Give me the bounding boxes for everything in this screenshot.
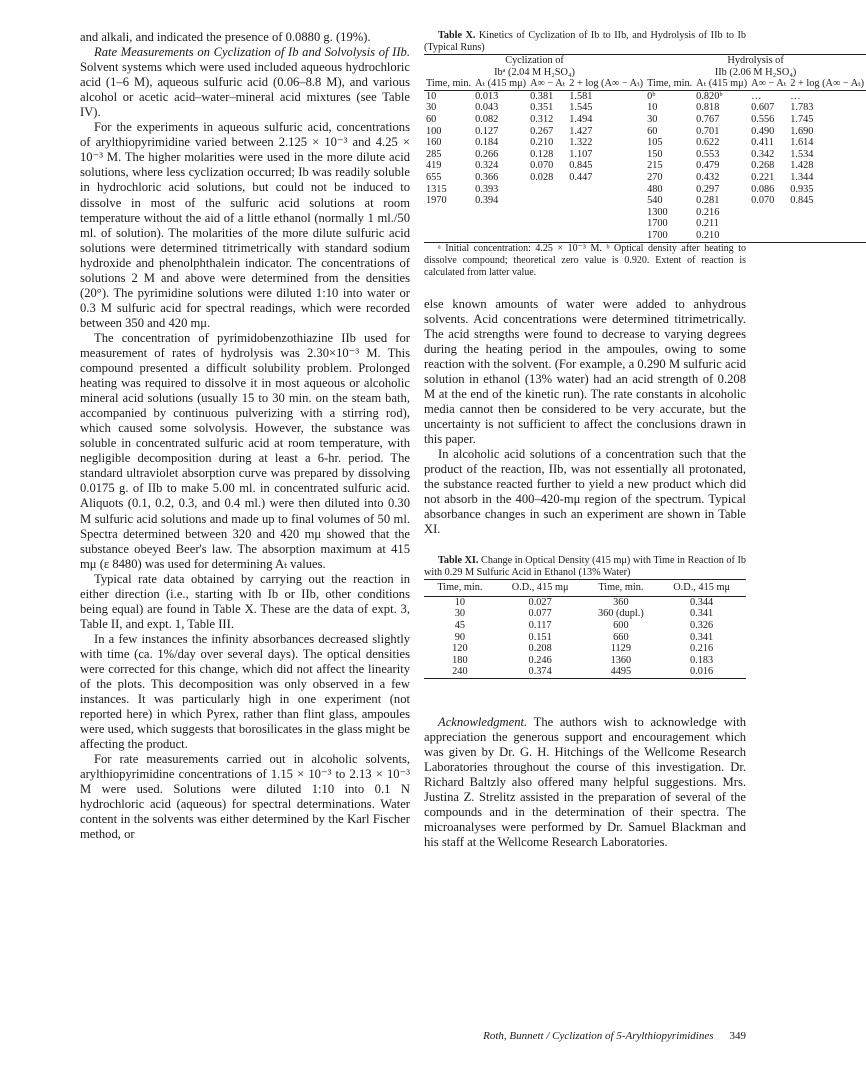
table-row bbox=[424, 230, 866, 242]
table-row bbox=[424, 195, 866, 207]
table11-cell: 1360 bbox=[610, 654, 632, 666]
table11-cell: 0.341 bbox=[690, 631, 714, 643]
table11-caption bbox=[424, 555, 746, 579]
table11-cell: 0.208 bbox=[528, 643, 552, 655]
table10-cell: 270 bbox=[647, 171, 663, 183]
table10-cell: 1315 bbox=[426, 183, 447, 195]
table-row bbox=[424, 172, 866, 184]
left-paragraph-6: In a few instances the infinity absorbances decreased slightly with time (ca. 1%/day over several days). The optical densities were corrected for this change, which did not affect the linearity of the plots. This decomposition was only observed in a few instances. It was particularly high in one experiment (not reported here) in which Pyrex, rather than flint glass, ampoules were used, which suggests that borosilicates in the glass might be affecting the product. bbox=[80, 631, 410, 752]
table10-cell: 0.818 bbox=[696, 102, 720, 114]
table10-cell: 540 bbox=[647, 195, 663, 207]
table10-footnote: ᵃ Initial concentration: 4.25 × 10⁻³ M. ᵇ Optical density after heating to dissolve compound; theoretical zero value is 0.920. Extent of reaction is calculated from latter value. bbox=[424, 242, 746, 278]
table-row bbox=[424, 137, 866, 149]
table10-cell bbox=[424, 207, 473, 219]
table10-cell: 1.428 bbox=[790, 160, 814, 172]
table11-cell: 0.016 bbox=[690, 666, 714, 678]
table10-header-log-right: 2 + log (A∞ − Aₜ) bbox=[790, 78, 865, 90]
table10-cell: 1300 bbox=[647, 206, 668, 218]
table11-cell: 0.151 bbox=[528, 631, 552, 643]
table10-cell bbox=[424, 230, 473, 242]
table11-cell: 0.216 bbox=[690, 643, 714, 655]
table10-cell bbox=[528, 218, 567, 230]
table10-cell: 0.820ᵇ bbox=[696, 90, 723, 102]
table10-cell: 0.845 bbox=[569, 160, 593, 172]
page-number: 349 bbox=[729, 1030, 746, 1042]
table10-cell: 0.556 bbox=[751, 113, 775, 125]
table10-cell: 0.043 bbox=[475, 102, 499, 114]
table10-caption bbox=[424, 30, 746, 54]
table11-label: Table XI. bbox=[438, 555, 479, 567]
table10-cell: 0.701 bbox=[696, 125, 720, 137]
table10-header-log-left: 2 + log (A∞ − Aₜ) bbox=[569, 78, 644, 90]
table10-cell: 160 bbox=[426, 137, 442, 149]
table-row bbox=[424, 114, 866, 126]
table10-cell: 60 bbox=[647, 125, 658, 137]
table10-cell: 0.070 bbox=[751, 195, 775, 207]
table10-cell: 0.553 bbox=[696, 148, 720, 160]
table11-header-time-left: Time, min. bbox=[437, 582, 483, 594]
table10-cell: 1.534 bbox=[790, 148, 814, 160]
table10-cell: 1.107 bbox=[569, 148, 593, 160]
table11-cell: 90 bbox=[454, 631, 466, 643]
table11-cell: 0.183 bbox=[690, 654, 714, 666]
table10-cell: 0.281 bbox=[696, 195, 720, 207]
table-row bbox=[424, 149, 866, 161]
table10-cell: 0.127 bbox=[475, 125, 499, 137]
table-row bbox=[424, 218, 866, 230]
table-row bbox=[424, 207, 866, 219]
table11-cell: 180 bbox=[452, 654, 468, 666]
table10-cell bbox=[567, 195, 645, 207]
table10-cell: 1.783 bbox=[790, 102, 814, 114]
acknowledgment-paragraph bbox=[424, 715, 746, 850]
table11-cell: 0.117 bbox=[528, 620, 552, 632]
table10-cell: 285 bbox=[426, 148, 442, 160]
table10-caption-text: Kinetics of Cyclization of Ib to IIb, and Hydrolysis of IIb to Ib (Typical Runs) bbox=[424, 30, 747, 53]
table10-cell: 0.394 bbox=[475, 195, 499, 207]
table10-cell: 105 bbox=[647, 137, 663, 149]
left-column bbox=[80, 30, 410, 843]
table-row bbox=[424, 184, 866, 196]
table10-cell: 0.351 bbox=[530, 102, 554, 114]
table10-cell: 0.221 bbox=[751, 171, 775, 183]
table10-cell: 419 bbox=[426, 160, 442, 172]
table10-cell: 0.128 bbox=[530, 148, 554, 160]
left-paragraph-2 bbox=[80, 45, 410, 120]
table10-cell: 1.545 bbox=[569, 102, 593, 114]
table10-cell: 0.216 bbox=[696, 206, 720, 218]
table-row bbox=[424, 620, 746, 632]
table11-cell: 1129 bbox=[610, 643, 631, 655]
table10-cell: 0.411 bbox=[751, 137, 774, 149]
table11-header-time-right: Time, min. bbox=[598, 582, 644, 594]
table11 bbox=[424, 579, 746, 679]
table10-cell: 0.210 bbox=[696, 229, 720, 241]
table10-cell: 215 bbox=[647, 160, 663, 172]
table11-body bbox=[424, 596, 746, 678]
table10-cell: 0.366 bbox=[475, 171, 499, 183]
table10-header-time-left: Time, min. bbox=[426, 78, 472, 90]
table11-cell: 30 bbox=[454, 608, 466, 620]
table-row bbox=[424, 160, 866, 172]
table10-cell bbox=[788, 207, 866, 219]
table11-cell: 0.326 bbox=[690, 620, 714, 632]
table11-cell: 360 bbox=[613, 596, 629, 608]
table10-cell bbox=[749, 207, 788, 219]
table10-cell: 100 bbox=[426, 125, 442, 137]
table10-cell: 0.479 bbox=[696, 160, 720, 172]
table11-cell: 600 bbox=[613, 620, 629, 632]
table11-cell: 45 bbox=[454, 620, 466, 632]
table10-cell bbox=[424, 218, 473, 230]
table10-cell: 0.267 bbox=[530, 125, 554, 137]
left-paragraph-1: and alkali, and indicated the presence of 0.0880 g. (19%). bbox=[80, 30, 371, 44]
table10-cell: 0.184 bbox=[475, 137, 499, 149]
table10-cell bbox=[567, 218, 645, 230]
table10-cell: 0.211 bbox=[696, 218, 719, 230]
table10-cell: 0.028 bbox=[530, 171, 554, 183]
table10-cell: 480 bbox=[647, 183, 663, 195]
table10-cell: 1.581 bbox=[569, 90, 593, 102]
table10-group-right bbox=[645, 55, 866, 79]
table10-header-ainf-right: A∞ − Aₜ bbox=[751, 78, 787, 90]
table10-cell: 0.086 bbox=[751, 183, 775, 195]
table10-cell: 150 bbox=[647, 148, 663, 160]
table10-cell: 0.312 bbox=[530, 113, 554, 125]
table10-cell: 0.381 bbox=[530, 90, 554, 102]
table11-cell: 0.344 bbox=[690, 596, 714, 608]
table10-cell: 0.432 bbox=[696, 171, 720, 183]
table-row bbox=[424, 643, 746, 655]
table10-cell: 10 bbox=[647, 102, 658, 114]
table10-cell: 0.070 bbox=[530, 160, 554, 172]
left-paragraph-3: For the experiments in aqueous sulfuric acid, concentrations of arylthiopyrimidine varied between 2.125 × 10⁻³ and 4.25 × 10⁻³ M. The higher molarities were used in the more dilute acid solutions, where less cyclization occurred; Ib was readily soluble in hydrochloric acid solutions, but could not be induced to dissolve in most of the sulfuric acid solutions at room temperature without the aid of a little ethanol (normally 1 ml./50 ml. of solution). The molarities of the more dilute sulfuric acid solutions were determined titrimetrically with standard sodium hydroxide and phenolphthalein indicator. The concentrations of solutions 2 M and above were determined from the densities (20°). The pyrimidine solutions were diluted 1:10 into water or 0.3 M sulfuric acid for spectral readings, which were recorded between 350 and 420 mμ. bbox=[80, 120, 410, 330]
table10-cell: 1970 bbox=[426, 195, 447, 207]
table10-cell bbox=[473, 207, 528, 219]
table-row bbox=[424, 102, 866, 114]
table10-cell bbox=[749, 218, 788, 230]
running-title: Roth, Bunnett / Cyclization of 5-Arylthiopyrimidines bbox=[483, 1030, 714, 1042]
table10 bbox=[424, 54, 866, 243]
table10-header-at-left: Aₜ (415 mμ) bbox=[475, 78, 527, 90]
acknowledgment-heading: Acknowledgment. bbox=[438, 715, 528, 729]
right-paragraph-1: else known amounts of water were added to anhydrous solvents. Acid concentrations were determined titrimetrically. The acid strengths were found to decrease to varying degrees during the heating period in the ampoules, owing to some reaction with the solvent. (For example, a 0.290 M sulfuric acid solution in ethanol (13% water) had an acid strength of 0.208 M at the end of the kinetic run). The rate constants in alcoholic media cannot then be considered to be very accurate, but the uncertainty is not sufficient to affect the conclusions drawn in this paper. bbox=[424, 296, 746, 446]
table10-cell: 1.745 bbox=[790, 113, 814, 125]
table10-cell: 0.082 bbox=[475, 113, 499, 125]
table10-group-right-line2: IIb (2.06 M H₂SO₄) bbox=[714, 66, 797, 78]
table11-cell: 10 bbox=[454, 596, 466, 608]
table10-cell bbox=[567, 184, 645, 196]
table10-group-left-line2: Ibᵃ (2.04 M H₂SO₄) bbox=[494, 66, 575, 78]
left-paragraph-4: The concentration of pyrimidobenzothiazine IIb used for measurement of rates of hydrolysis was 2.30×10⁻³ M. This compound presented a difficult solubility problem. Prolonged heating was required to dissolve it in most aqueous or alcoholic mineral acid solutions (usually 15 to 30 min. on the steam bath, accompanied by continuous pulverizing with a stirring rod), which caused some solvolysis. However, the substance was soluble in concentrated sulfuric acid at room temperature, with negligible decomposition during at least a 6-hr. period. The standard ultraviolet absorption curve was prepared by dissolving 0.0175 g. of IIb to make 5.00 ml. in concentrated sulfuric acid. Aliquots (0.1, 0.2, 0.3, and 0.4 ml.) were then diluted into 0.30 M sulfuric acid solutions and made up to final volumes of 50 ml. Spectra determined between 320 and 420 mμ showed that the substance obeyed Beer's law. The absorption maximum at 415 mμ (ε 8480) was used for determining Aₜ values. bbox=[80, 330, 410, 571]
table11-caption-text: Change in Optical Density (415 mμ) with Time in Reaction of Ib with 0.29 M Sulfuric Acid in Ethanol (13% Water) bbox=[424, 555, 746, 579]
acknowledgment-text: The authors wish to acknowledge with appreciation the generous support and encouragement which was given by Dr. G. H. Hitchings of the Wellcome Research Laboratories throughout the course of this investigation. Dr. Richard Baltzly also offered many helpful suggestions. Mrs. Justina Z. Strelitz assisted in the preparation of several of the compounds and in the determination of their spectra. The microanalyses were performed by Dr. Samuel Blackman and his staff at the Wellcome Research Laboratories. bbox=[424, 715, 746, 850]
table10-cell: 0.342 bbox=[751, 148, 775, 160]
table-row bbox=[424, 126, 866, 138]
table10-cell bbox=[528, 195, 567, 207]
table10-body bbox=[424, 90, 866, 242]
table11-header-od-left: O.D., 415 mμ bbox=[511, 582, 569, 594]
table11-header-od-right: O.D., 415 mμ bbox=[673, 582, 730, 594]
table10-cell bbox=[788, 230, 866, 242]
left-paragraph-5: Typical rate data obtained by carrying out the reaction in either direction (i.e., starting with Ib or IIb, other conditions being equal) are found in Table X. These are the data of expt. 3, Table II, and expt. 1, Table III. bbox=[80, 571, 410, 631]
table10-cell bbox=[473, 230, 528, 242]
table11-cell: 0.246 bbox=[528, 654, 552, 666]
table-row bbox=[424, 90, 866, 102]
table10-cell: 30 bbox=[647, 113, 658, 125]
table10-cell: 0ᵇ bbox=[647, 90, 656, 102]
table10-cell bbox=[473, 218, 528, 230]
table10-cell: 0.393 bbox=[475, 183, 499, 195]
table-row bbox=[424, 608, 746, 620]
table11-cell: 240 bbox=[452, 666, 468, 678]
table11-cell: 0.077 bbox=[528, 608, 552, 620]
table10-cell: 0.210 bbox=[530, 137, 554, 149]
table10-cell: 0.935 bbox=[790, 183, 814, 195]
table-row bbox=[424, 655, 746, 667]
left-paragraph-7: For rate measurements carried out in alcoholic solvents, arylthiopyrimidine concentrations of 1.15 × 10⁻³ to 2.13 × 10⁻³ M were used. Solutions were diluted 1:10 into 0.1 N hydrochloric acid (aqueous) for spectral determinations. Water content in the solvents was either determined by the Karl Fischer method, or bbox=[80, 752, 410, 842]
table10-cell: … bbox=[751, 90, 762, 102]
table-row bbox=[424, 666, 746, 678]
table10-cell bbox=[749, 230, 788, 242]
table10-cell: 1700 bbox=[647, 218, 668, 230]
table10-cell: 1.427 bbox=[569, 125, 593, 137]
table11-cell: 360 (dupl.) bbox=[597, 608, 644, 620]
table10-cell: 1700 bbox=[647, 229, 668, 241]
table11-cell: 0.027 bbox=[528, 596, 552, 608]
table-row bbox=[424, 596, 746, 608]
table-row bbox=[424, 632, 746, 644]
right-column bbox=[424, 30, 865, 850]
table10-cell: 1.494 bbox=[569, 113, 593, 125]
table10-header-at-right: Aₜ (415 mμ) bbox=[696, 78, 748, 90]
table11-cell: 4495 bbox=[610, 666, 632, 678]
table11-cell: 0.374 bbox=[528, 666, 552, 678]
table10-cell bbox=[528, 184, 567, 196]
table10-header-time-right: Time, min. bbox=[647, 78, 693, 90]
table10-cell: 60 bbox=[426, 113, 437, 125]
table10-cell: 0.297 bbox=[696, 183, 720, 195]
table10-cell: 1.344 bbox=[790, 171, 814, 183]
page-footer bbox=[424, 1030, 746, 1042]
table10-cell: 0.607 bbox=[751, 102, 775, 114]
table10-cell: 655 bbox=[426, 171, 442, 183]
table10-group-left bbox=[424, 55, 645, 79]
table10-cell bbox=[528, 207, 567, 219]
rate-measurements-heading: Rate Measurements on Cyclization of Ib and Solvolysis of IIb. bbox=[94, 45, 410, 60]
table10-label: Table X. bbox=[438, 30, 476, 41]
table10-cell: … bbox=[790, 90, 801, 102]
table10-cell: 0.324 bbox=[475, 160, 499, 172]
table10-cell: 1.322 bbox=[569, 137, 593, 149]
table10-cell: 1.614 bbox=[790, 137, 814, 149]
table10-cell: 0.767 bbox=[696, 113, 720, 125]
table10-cell: 0.845 bbox=[790, 195, 814, 207]
table10-cell: 1.690 bbox=[790, 125, 814, 137]
table10-cell: 0.622 bbox=[696, 137, 720, 149]
table10-cell: 0.447 bbox=[569, 171, 593, 183]
table10-group-right-line1: Hydrolysis of bbox=[727, 55, 784, 66]
table10-cell: 0.268 bbox=[751, 160, 775, 172]
table11-cell: 660 bbox=[613, 631, 629, 643]
rate-measurements-text: Solvent systems which were used included aqueous hydrochloric acid (1–6 M), aqueous sulfuric acid (0.06–8.8 M), and various alcohol or acetic acid–water–mineral acid mixtures (see Table IV). bbox=[80, 60, 410, 120]
right-paragraph-2: In alcoholic acid solutions of a concentration such that the product of the reaction, IIb, was not essentially all protonated, the substance reacted further to yield a new product which did not absorb in the 400–420-mμ region of the spectrum. Typical absorbance changes in such an experiment are shown in Table XI. bbox=[424, 446, 746, 537]
table10-cell: 0.266 bbox=[475, 148, 499, 160]
table10-cell: 0.490 bbox=[751, 125, 775, 137]
table11-cell: 0.341 bbox=[690, 608, 714, 620]
table10-cell: 10 bbox=[426, 90, 437, 102]
table10-cell: 0.013 bbox=[475, 90, 499, 102]
table10-cell: 30 bbox=[426, 102, 437, 114]
table10-cell bbox=[788, 218, 866, 230]
table11-cell: 120 bbox=[452, 643, 468, 655]
table10-header-ainf-left: A∞ − Aₜ bbox=[530, 78, 566, 90]
table10-cell bbox=[528, 230, 567, 242]
table10-group-left-line1: Cyclization of bbox=[505, 55, 564, 66]
table10-cell bbox=[567, 207, 645, 219]
table10-cell bbox=[567, 230, 645, 242]
